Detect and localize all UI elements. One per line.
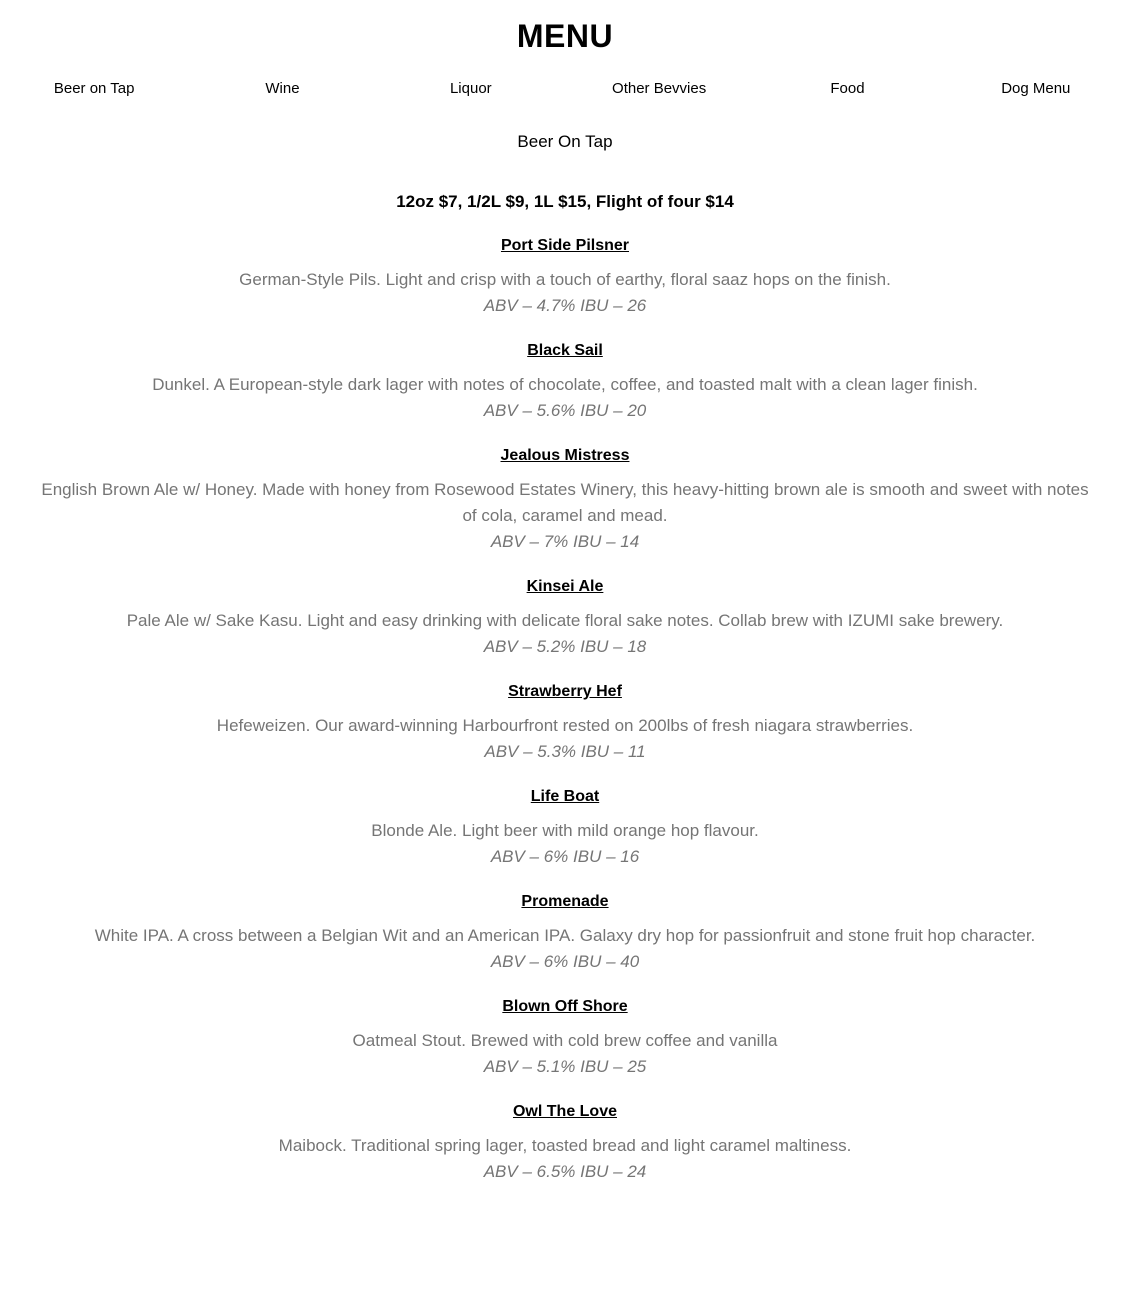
beer-stats: ABV – 7% IBU – 14 [490, 532, 640, 551]
beer-description: Dunkel. A European-style dark lager with notes of chocolate, coffee, and toasted malt with a clean lager finish. [152, 375, 978, 394]
beer-item [0, 576, 1130, 659]
beer-description: Maibock. Traditional spring lager, toasted bread and light caramel maltiness. [278, 1136, 852, 1155]
beer-description: Blonde Ale. Light beer with mild orange hop flavour. [371, 821, 759, 840]
beer-name: Life Boat [530, 788, 600, 805]
tab-other-bevvies[interactable]: Other Bevvies [612, 80, 707, 97]
beer-item [0, 235, 1130, 318]
tab-liquor[interactable]: Liquor [449, 80, 492, 97]
beer-stats: ABV – 6.5% IBU – 24 [483, 1162, 647, 1181]
beer-name: Port Side Pilsner [500, 237, 630, 254]
pricing-line: 12oz $7, 1/2L $9, 1L $15, Flight of four $14 [396, 192, 734, 211]
beer-stats: ABV – 5.2% IBU – 18 [483, 637, 647, 656]
beer-description: English Brown Ale w/ Honey. Made with honey from Rosewood Estates Winery, this heavy-hitting brown ale is smooth and sweet with notes of cola, caramel and mead. [41, 480, 1089, 525]
beer-item [0, 445, 1130, 554]
beer-item [0, 996, 1130, 1079]
beer-stats: ABV – 6% IBU – 16 [490, 847, 640, 866]
menu-tabs [0, 79, 1130, 99]
beer-description: German-Style Pils. Light and crisp with a touch of earthy, floral saaz hops on the finish. [239, 270, 891, 289]
beer-item [0, 340, 1130, 423]
beer-item [0, 681, 1130, 764]
beer-item [0, 786, 1130, 869]
page-title: MENU [516, 18, 614, 54]
beer-stats: ABV – 6% IBU – 40 [490, 952, 640, 971]
beer-name: Black Sail [527, 342, 603, 359]
section-title: Beer On Tap [517, 132, 613, 151]
beer-name: Owl The Love [512, 1103, 617, 1120]
beer-description: Hefeweizen. Our award-winning Harbourfront rested on 200lbs of fresh niagara strawberries. [216, 716, 914, 735]
beer-list [0, 235, 1130, 1184]
beer-item [0, 1101, 1130, 1184]
tab-dog-menu[interactable]: Dog Menu [1001, 80, 1071, 97]
beer-name: Strawberry Hef [508, 683, 622, 700]
beer-description: Pale Ale w/ Sake Kasu. Light and easy drinking with delicate floral sake notes. Collab brew with IZUMI sake brewery. [126, 611, 1004, 630]
beer-name: Blown Off Shore [502, 998, 628, 1015]
beer-stats: ABV – 5.6% IBU – 20 [483, 401, 647, 420]
beer-stats: ABV – 5.3% IBU – 11 [484, 742, 646, 761]
tab-beer-on-tap[interactable]: Beer on Tap [53, 80, 135, 97]
beer-item [0, 891, 1130, 974]
beer-name: Promenade [521, 893, 609, 910]
beer-description: Oatmeal Stout. Brewed with cold brew coffee and vanilla [352, 1031, 778, 1050]
beer-stats: ABV – 4.7% IBU – 26 [483, 296, 647, 315]
beer-description: White IPA. A cross between a Belgian Wit and an American IPA. Galaxy dry hop for passionfruit and stone fruit hop character. [94, 926, 1036, 945]
tab-wine[interactable]: Wine [265, 80, 300, 97]
beer-name: Kinsei Ale [526, 578, 604, 595]
beer-stats: ABV – 5.1% IBU – 25 [483, 1057, 647, 1076]
tab-food[interactable]: Food [830, 80, 865, 97]
beer-name: Jealous Mistress [500, 447, 630, 464]
